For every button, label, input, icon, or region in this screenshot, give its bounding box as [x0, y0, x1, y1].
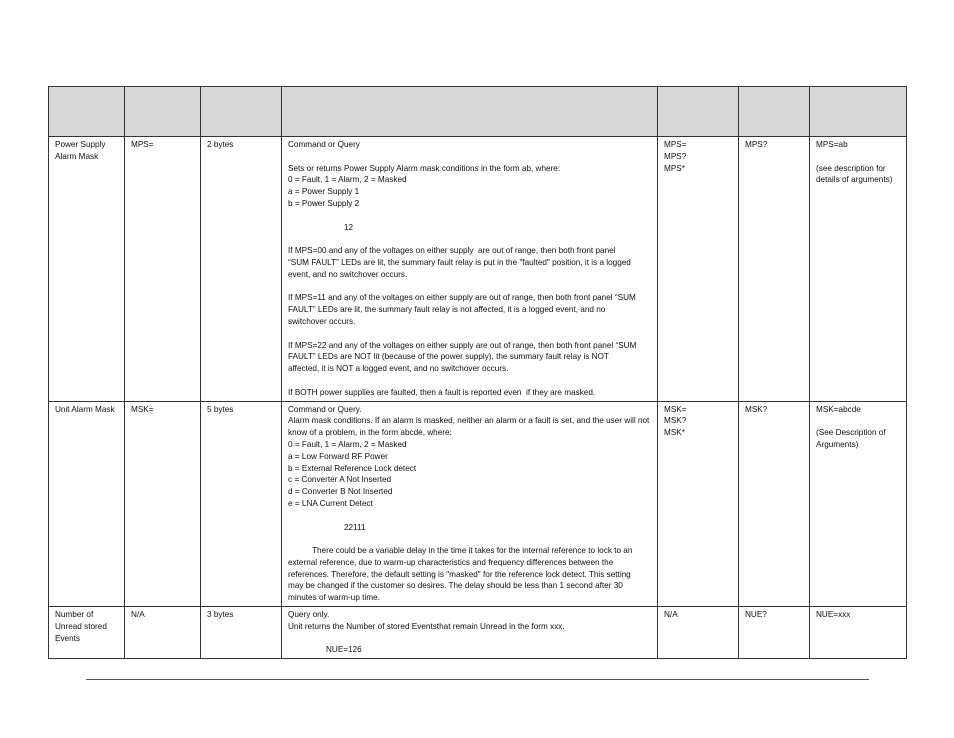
cell-line: N/A	[664, 610, 678, 620]
cell-line: Unit Alarm Mask	[55, 404, 115, 414]
cell-arguments: 2 bytes	[201, 137, 282, 402]
cell-line	[288, 328, 651, 340]
cell-command: MSK=	[125, 401, 201, 607]
cell-line: If BOTH power supplies are faulted, then a fault is reported even if they are masked.	[288, 387, 596, 397]
cell-query: MPS?	[739, 137, 810, 402]
cell-line: FAULT” LEDs are NOT lit (because of the power supply), the summary fault relay is NOT	[288, 352, 609, 362]
cell-query-response	[810, 137, 907, 402]
cell-line	[816, 151, 900, 163]
cell-line: MPS?	[664, 151, 687, 161]
cell-parameter	[49, 137, 125, 402]
cell-parameter	[49, 401, 125, 607]
cell-line: Number of	[55, 610, 94, 620]
cell-query: NUE?	[739, 607, 810, 659]
cell-line: MSK=	[664, 404, 687, 414]
cell-line: Command or Query	[288, 140, 360, 149]
cell-query: MSK?	[739, 401, 810, 607]
cell-line: Events	[55, 633, 81, 643]
cell-line: Arguments)	[816, 439, 859, 449]
cell-line: Alarm Mask	[55, 151, 99, 161]
header-arguments	[201, 87, 282, 137]
cell-command: MPS=	[125, 137, 201, 402]
table-row	[49, 137, 907, 402]
cell-response	[658, 401, 739, 607]
cell-line: external reference, due to warm-up characteristics and frequency differences between the	[288, 557, 614, 567]
default-value: 12	[344, 222, 354, 232]
table-row	[49, 401, 907, 607]
cell-line: Query only.	[288, 610, 330, 620]
header-query	[739, 87, 810, 137]
example-value: NUE=126	[326, 645, 362, 655]
header-parameter	[49, 87, 125, 137]
cell-line: 0 = Fault, 1 = Alarm, 2 = Masked	[288, 175, 407, 185]
command-table	[48, 86, 907, 659]
cell-line: c = Converter A Not Inserted	[288, 475, 392, 485]
table-header-row	[49, 87, 907, 137]
cell-line: d = Converter B Not Inserted	[288, 487, 393, 497]
header-command	[125, 87, 201, 137]
cell-line: NUE=xxx	[816, 610, 851, 620]
cell-line: If MPS=00 and any of the voltages on either supply are out of range, then both front panel	[288, 246, 616, 256]
cell-line: Unread stored	[55, 621, 107, 631]
cell-line	[288, 281, 651, 293]
cell-line: “SUM FAULT” LEDs are lit, the summary fault relay is put in the "faulted" position, it is a logged	[288, 257, 631, 267]
cell-line: switchover occurs.	[288, 316, 356, 326]
cell-line: Alarm mask conditions. If an alarm is masked, neither an alarm or a fault is set, and the user will not	[288, 416, 650, 426]
header-description	[282, 87, 658, 137]
cell-description	[282, 137, 658, 402]
cell-line: details of arguments)	[816, 175, 893, 185]
cell-line: MPS=ab	[816, 140, 848, 149]
cell-line: a = Low Forward RF Power	[288, 451, 388, 461]
cell-line	[288, 533, 651, 545]
cell-line: Power Supply	[55, 140, 106, 149]
cell-line: Sets or returns Power Supply Alarm mask conditions in the form ab, where:	[288, 163, 561, 173]
cell-line: e = LNA Current Detect	[288, 498, 373, 508]
cell-line: a = Power Supply 1	[288, 187, 360, 197]
header-query-response	[810, 87, 907, 137]
cell-line: Unit returns the Number of stored Eventsthat remain Unread in the form xxx.	[288, 621, 565, 631]
cell-description	[282, 607, 658, 659]
cell-line	[288, 633, 651, 645]
cell-line: MSK=abcde	[816, 404, 861, 414]
cell-line: FAULT” LEDs are lit, the summary fault relay is not affected, it is a logged event, and no	[288, 305, 606, 315]
cell-query-response	[810, 607, 907, 659]
cell-line	[288, 233, 651, 245]
cell-line: know of a problem, in the form abcde, where:	[288, 428, 452, 438]
header-response	[658, 87, 739, 137]
cell-line: event, and no switchover occurs.	[288, 269, 408, 279]
cell-arguments: 3 bytes	[201, 607, 282, 659]
cell-line: There could be a variable delay in the time it takes for the internal reference to lock to an	[312, 546, 633, 556]
cell-arguments: 5 bytes	[201, 401, 282, 607]
cell-line: minutes of warm-up time.	[288, 593, 380, 603]
cell-line: may be changed if the customer so desires. The delay should be less than 1 second after 30	[288, 581, 623, 591]
cell-line	[816, 415, 900, 427]
table-row	[49, 607, 907, 659]
footer-divider	[86, 679, 869, 680]
cell-line: If MPS=11 and any of the voltages on either supply are out of range, then both front panel “SUM	[288, 293, 636, 303]
cell-query-response	[810, 401, 907, 607]
cell-line	[288, 210, 651, 222]
cell-line: references. Therefore, the default setting is "masked" for the reference lock detect. This setting	[288, 569, 631, 579]
cell-description	[282, 401, 658, 607]
cell-response	[658, 137, 739, 402]
cell-response	[658, 607, 739, 659]
cell-line: MSK*	[664, 428, 685, 438]
cell-line: affected, it is NOT a logged event, and no switchover occurs.	[288, 364, 509, 374]
cell-line: MPS*	[664, 163, 685, 173]
cell-line: b = Power Supply 2	[288, 198, 360, 208]
cell-parameter	[49, 607, 125, 659]
cell-line	[288, 151, 651, 163]
cell-line: b = External Reference Lock detect	[288, 463, 417, 473]
cell-line	[288, 510, 651, 522]
cell-line: (See Description of	[816, 428, 886, 438]
cell-line: 0 = Fault, 1 = Alarm, 2 = Masked	[288, 439, 407, 449]
cell-line	[288, 375, 651, 387]
cell-line: Command or Query.	[288, 404, 362, 414]
default-value: 22111	[344, 522, 366, 532]
cell-line: MSK?	[664, 416, 687, 426]
cell-line: MPS=	[664, 140, 687, 149]
cell-line: (see description for	[816, 163, 886, 173]
cell-command: N/A	[125, 607, 201, 659]
cell-line: If MPS=22 and any of the voltages on either supply are out of range, then both front panel “SUM	[288, 340, 637, 350]
